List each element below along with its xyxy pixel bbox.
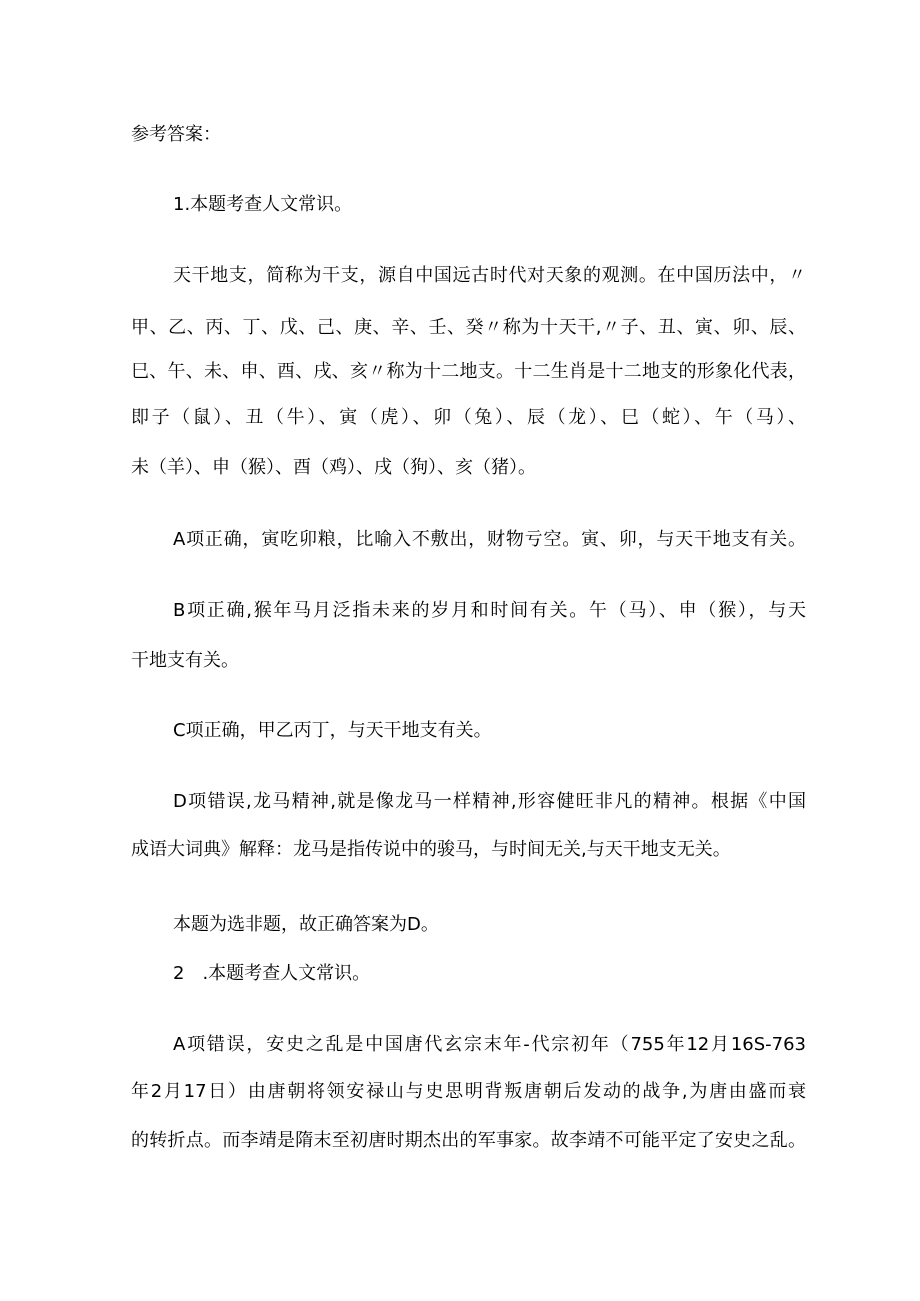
q1-option-b-line: 干地支有关。 bbox=[131, 650, 239, 671]
q1-title: 1.本题考查人文常识。 bbox=[173, 194, 353, 215]
q1-option-a: A项正确，寅吃卯粮，比喻入不敷出，财物亏空。寅、卯，与天干地支有关。 bbox=[173, 529, 806, 550]
answer-heading: 参考答案： bbox=[131, 124, 221, 145]
q1-conclusion: 本题为选非题，故正确答案为D。 bbox=[173, 914, 439, 935]
q1-option-b-line: B项正确,猴年马月泛指未来的岁月和时间有关。午（马）、申（猴），与天 bbox=[173, 600, 806, 621]
q1-option-d-line: 成语大词典》解释：龙马是指传说中的骏马，与时间无关,与天干地支无关。 bbox=[131, 839, 731, 860]
q1-option-d-line: D项错误,龙马精神,就是像龙马一样精神,形容健旺非凡的精神。根据《中国 bbox=[173, 791, 806, 812]
q2-option-a-line: A项错误，安史之乱是中国唐代玄宗末年-代宗初年（755年12月16S-763 bbox=[173, 1034, 806, 1055]
q1-intro-line: 巳、午、未、申、酉、戌、亥〃称为十二地支。十二生肖是十二地支的形象化代表， bbox=[131, 361, 806, 382]
q1-option-c: C项正确，甲乙丙丁，与天干地支有关。 bbox=[173, 720, 492, 741]
q1-intro-line: 天干地支，简称为干支，源自中国远古时代对天象的观测。在中国历法中，〃 bbox=[173, 265, 806, 286]
q1-intro-line: 甲、乙、丙、丁、戊、己、庚、辛、壬、癸〃称为十天干,〃子、丑、寅、卯、辰、 bbox=[131, 317, 806, 338]
q2-option-a-line: 的转折点。而李靖是隋末至初唐时期杰出的军事家。故李靖不可能平定了安史之乱。 bbox=[131, 1130, 806, 1151]
q1-intro-line: 即子（鼠）、丑（牛）、寅（虎）、卯（兔）、辰（龙）、巳（蛇）、午（马）、 bbox=[131, 407, 806, 428]
q2-option-a-line: 年2月17日）由唐朝将领安禄山与史思明背叛唐朝后发动的战争,为唐由盛而衰 bbox=[131, 1081, 806, 1102]
q1-intro-line: 未（羊）、申（猴）、酉（鸡）、戌（狗）、亥（猪）。 bbox=[131, 457, 536, 478]
q2-title: 2 .本题考查人文常识。 bbox=[173, 963, 371, 984]
